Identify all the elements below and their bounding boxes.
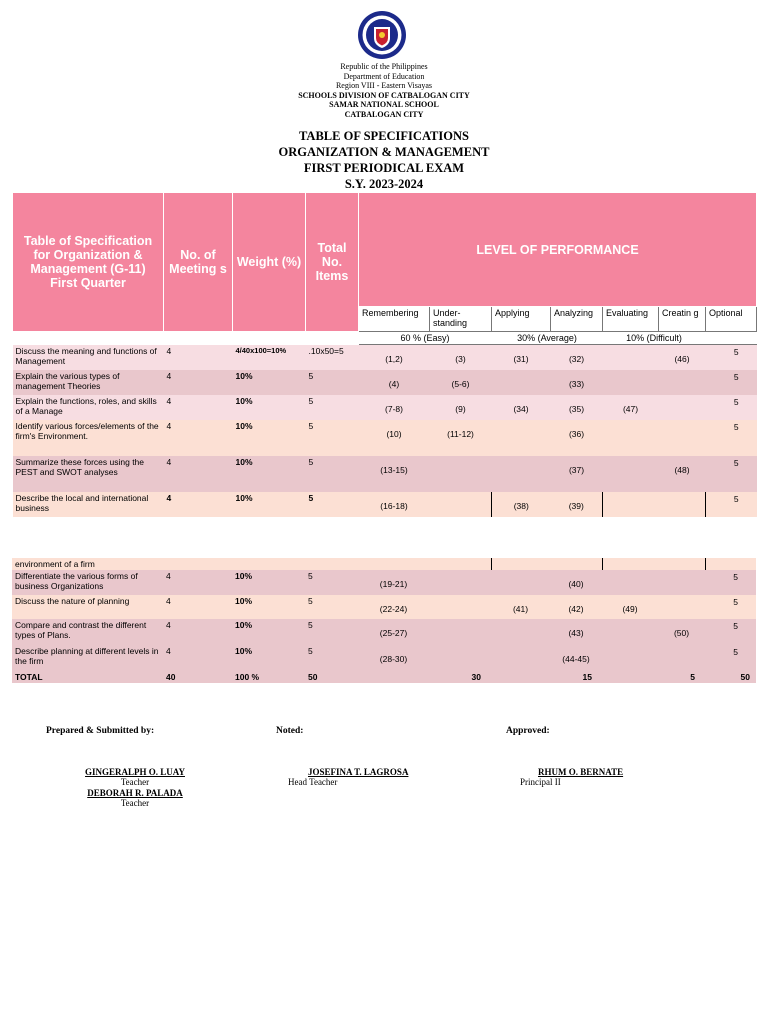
cell-weight: [232, 558, 305, 570]
cell-weight: 10%: [233, 456, 306, 492]
principal-signatory: [520, 767, 623, 787]
cell-applying: (31): [492, 345, 551, 370]
header-level-of-performance: LEVEL OF PERFORMANCE: [359, 193, 757, 307]
total-items: 50: [305, 671, 358, 683]
header-topic: Table of Specification for Organization & Management (G-11) First Quarter: [13, 193, 164, 332]
cell-understanding: [430, 492, 492, 517]
cell-weight: 10%: [233, 420, 306, 456]
cell-creating: (50): [658, 619, 705, 645]
cell-analyzing: (35): [551, 395, 603, 420]
total-meetings: 40: [163, 671, 232, 683]
cell-weight: 10%: [232, 619, 305, 645]
cell-creating: [658, 558, 705, 570]
cell-total-items: 5: [306, 370, 359, 395]
cell-total-items: [305, 558, 358, 570]
cell-total-items: 5: [305, 595, 358, 619]
cell-evaluating: [602, 558, 658, 570]
approved-label: Approved:: [506, 726, 550, 736]
table-row: [13, 370, 757, 395]
cell-optional: 5: [706, 456, 757, 492]
total-label: TOTAL: [12, 671, 163, 683]
deped-seal-logo: [357, 10, 407, 60]
head-teacher-signatory: [288, 767, 408, 787]
cell-topic: Describe planning at different levels in the firm: [12, 645, 163, 671]
signatory-role: Teacher: [120, 777, 150, 787]
cell-analyzing: (42): [550, 595, 602, 619]
cell-creating: [658, 595, 705, 619]
cell-meetings: 4: [163, 645, 232, 671]
table-row: [13, 492, 757, 517]
cell-applying: (38): [492, 492, 551, 517]
cell-creating: [659, 492, 706, 517]
cell-topic: Explain the functions, roles, and skills of a Manage: [13, 395, 164, 420]
cell-optional: 5: [706, 345, 757, 370]
cell-meetings: 4: [164, 420, 233, 456]
cell-evaluating: [602, 570, 658, 595]
table-row: [12, 645, 756, 671]
cell-understanding: (5-6): [430, 370, 492, 395]
cell-analyzing: (44-45): [550, 645, 602, 671]
header-meetings: No. of Meeting s: [164, 193, 233, 332]
cell-remembering: (7-8): [359, 395, 430, 420]
cell-applying: [491, 570, 550, 595]
cell-meetings: 4: [163, 570, 232, 595]
cell-analyzing: [550, 558, 602, 570]
cell-evaluating: [603, 492, 659, 517]
approved-block: [506, 726, 550, 736]
cell-topic: Identify various forces/elements of the firm's Environment.: [13, 420, 164, 456]
title-line: S.Y. 2023-2024: [344, 177, 424, 191]
cell-analyzing: (33): [551, 370, 603, 395]
letterhead-line: Republic of the Philippines: [340, 62, 428, 71]
cell-optional: [705, 558, 756, 570]
signatory-role: Head Teacher: [288, 777, 338, 787]
cell-topic: Explain the various types of management Theories: [13, 370, 164, 395]
cell-remembering: (19-21): [358, 570, 429, 595]
level-analyzing: Analyzing: [551, 307, 603, 332]
cell-meetings: [163, 558, 232, 570]
document-titles: [0, 128, 768, 192]
cell-applying: [491, 558, 550, 570]
table-row: [12, 570, 756, 595]
cell-evaluating: [602, 645, 658, 671]
cell-understanding: [429, 558, 491, 570]
cell-creating: [659, 420, 706, 456]
prepared-block: [46, 726, 154, 736]
table-row: [13, 345, 757, 370]
cell-analyzing: (36): [551, 420, 603, 456]
signatory-role: Teacher: [120, 798, 150, 808]
cell-applying: [492, 370, 551, 395]
cell-meetings: 4: [164, 456, 233, 492]
header-total-items: Total No. Items: [306, 193, 359, 332]
cell-meetings: 4: [163, 619, 232, 645]
cell-total-items: 5: [305, 619, 358, 645]
cell-applying: (34): [492, 395, 551, 420]
tos-table-part2: [12, 558, 756, 683]
cell-understanding: (11-12): [430, 420, 492, 456]
cell-meetings: 4: [164, 345, 233, 370]
cell-optional: 5: [705, 570, 756, 595]
cell-optional: 5: [705, 619, 756, 645]
cell-topic: Discuss the nature of planning: [12, 595, 163, 619]
total-difficult: 5: [602, 671, 705, 683]
cell-total-items: 5: [306, 420, 359, 456]
cell-weight: 10%: [233, 395, 306, 420]
signatory-name: JOSEFINA T. LAGROSA: [308, 767, 409, 777]
total-easy: 30: [358, 671, 491, 683]
title-line: TABLE OF SPECIFICATIONS: [299, 129, 469, 143]
cell-topic: environment of a firm: [12, 558, 163, 570]
cell-remembering: (10): [359, 420, 430, 456]
cell-applying: [492, 456, 551, 492]
cell-meetings: 4: [164, 370, 233, 395]
cell-optional: 5: [706, 420, 757, 456]
cell-total-items: 5: [306, 456, 359, 492]
level-creating: Creatin g: [659, 307, 706, 332]
signatory-name: GINGERALPH O. LUAY: [85, 767, 185, 777]
teacher-signatories: [80, 767, 190, 808]
cell-topic: Summarize these forces using the PEST and SWOT analyses: [13, 456, 164, 492]
cell-applying: [492, 420, 551, 456]
cell-analyzing: (39): [551, 492, 603, 517]
cell-weight: 10%: [232, 570, 305, 595]
cell-optional: 5: [706, 395, 757, 420]
cell-evaluating: [603, 345, 659, 370]
cell-creating: [659, 395, 706, 420]
level-understanding: Under- standing: [430, 307, 492, 332]
cell-analyzing: (43): [550, 619, 602, 645]
cell-analyzing: (37): [551, 456, 603, 492]
cell-applying: [491, 619, 550, 645]
cell-remembering: (25-27): [358, 619, 429, 645]
table-row: [13, 420, 757, 456]
cell-understanding: [430, 456, 492, 492]
cell-applying: [491, 645, 550, 671]
signatory-name: RHUM O. BERNATE: [538, 767, 624, 777]
cell-total-items: 5: [305, 570, 358, 595]
cell-creating: (46): [659, 345, 706, 370]
cell-optional: 5: [705, 645, 756, 671]
cell-evaluating: (49): [602, 595, 658, 619]
letterhead-line: SCHOOLS DIVISION OF CATBALOGAN CITY: [298, 90, 470, 100]
cell-understanding: [429, 570, 491, 595]
cell-evaluating: [603, 370, 659, 395]
cell-remembering: (4): [359, 370, 430, 395]
prepared-label: Prepared & Submitted by:: [46, 726, 155, 736]
cell-remembering: (13-15): [359, 456, 430, 492]
cell-total-items: 5: [306, 492, 359, 517]
total-average: 15: [491, 671, 602, 683]
cell-weight: 10%: [232, 645, 305, 671]
cell-remembering: (28-30): [358, 645, 429, 671]
cell-remembering: (22-24): [358, 595, 429, 619]
cell-meetings: 4: [163, 595, 232, 619]
cell-creating: [659, 370, 706, 395]
letterhead-line: Region VIII - Eastern Visayas: [335, 81, 433, 90]
cell-optional: 5: [706, 370, 757, 395]
title-line: FIRST PERIODICAL EXAM: [303, 161, 465, 175]
level-optional: Optional: [706, 307, 757, 332]
cell-understanding: (3): [430, 345, 492, 370]
table-row: [13, 395, 757, 420]
band-difficult: 10% (Difficult): [603, 332, 706, 345]
cell-understanding: (9): [430, 395, 492, 420]
cell-remembering: (1,2): [359, 345, 430, 370]
cell-applying: (41): [491, 595, 550, 619]
signatory-role: Principal II: [520, 777, 561, 787]
cell-analyzing: (32): [551, 345, 603, 370]
cell-weight: 10%: [232, 595, 305, 619]
cell-creating: [658, 570, 705, 595]
letterhead-line: Department of Education: [343, 71, 425, 81]
cell-weight: 10%: [233, 370, 306, 395]
cell-evaluating: [603, 456, 659, 492]
cell-total-items: 5: [306, 395, 359, 420]
cell-evaluating: [603, 420, 659, 456]
level-remembering: Remembering: [359, 307, 430, 332]
cell-understanding: [429, 595, 491, 619]
noted-label: Noted:: [276, 726, 304, 736]
table-row: [12, 619, 756, 645]
cell-weight: 10%: [233, 492, 306, 517]
cell-remembering: [358, 558, 429, 570]
cell-meetings: 4: [164, 492, 233, 517]
cell-total-items: .10x50=5: [306, 345, 359, 370]
cell-topic: Describe the local and international business: [13, 492, 164, 517]
cell-optional: 5: [706, 492, 757, 517]
title-line: ORGANIZATION & MANAGEMENT: [278, 145, 490, 159]
cell-evaluating: (47): [603, 395, 659, 420]
cell-meetings: 4: [164, 395, 233, 420]
band-easy: 60 % (Easy): [359, 332, 492, 345]
table-row: [12, 595, 756, 619]
cell-analyzing: (40): [550, 570, 602, 595]
header-weight: Weight (%): [233, 193, 306, 332]
letterhead: [0, 62, 768, 119]
level-applying: Applying: [492, 307, 551, 332]
level-evaluating: Evaluating: [603, 307, 659, 332]
noted-block: [276, 726, 303, 736]
cell-total-items: 5: [305, 645, 358, 671]
cell-weight: 4/40x100=10%: [233, 345, 306, 370]
cell-remembering: (16-18): [359, 492, 430, 517]
letterhead-line: CATBALOGAN CITY: [344, 109, 424, 119]
letterhead-line: SAMAR NATIONAL SCHOOL: [329, 100, 439, 109]
tos-table-part1: [12, 192, 757, 517]
cell-understanding: [429, 619, 491, 645]
signatory-name: DEBORAH R. PALADA: [87, 788, 183, 798]
cell-creating: [658, 645, 705, 671]
cell-topic: Differentiate the various forms of business Organizations: [12, 570, 163, 595]
total-optional: 50: [705, 671, 756, 683]
cell-creating: (48): [659, 456, 706, 492]
band-average: 30% (Average): [492, 332, 603, 345]
cell-understanding: [429, 645, 491, 671]
table-row: [12, 558, 756, 570]
cell-evaluating: [602, 619, 658, 645]
cell-topic: Compare and contrast the different types of Plans.: [12, 619, 163, 645]
cell-topic: Discuss the meaning and functions of Management: [13, 345, 164, 370]
table-row: [13, 456, 757, 492]
total-weight: 100 %: [232, 671, 305, 683]
cell-optional: 5: [705, 595, 756, 619]
